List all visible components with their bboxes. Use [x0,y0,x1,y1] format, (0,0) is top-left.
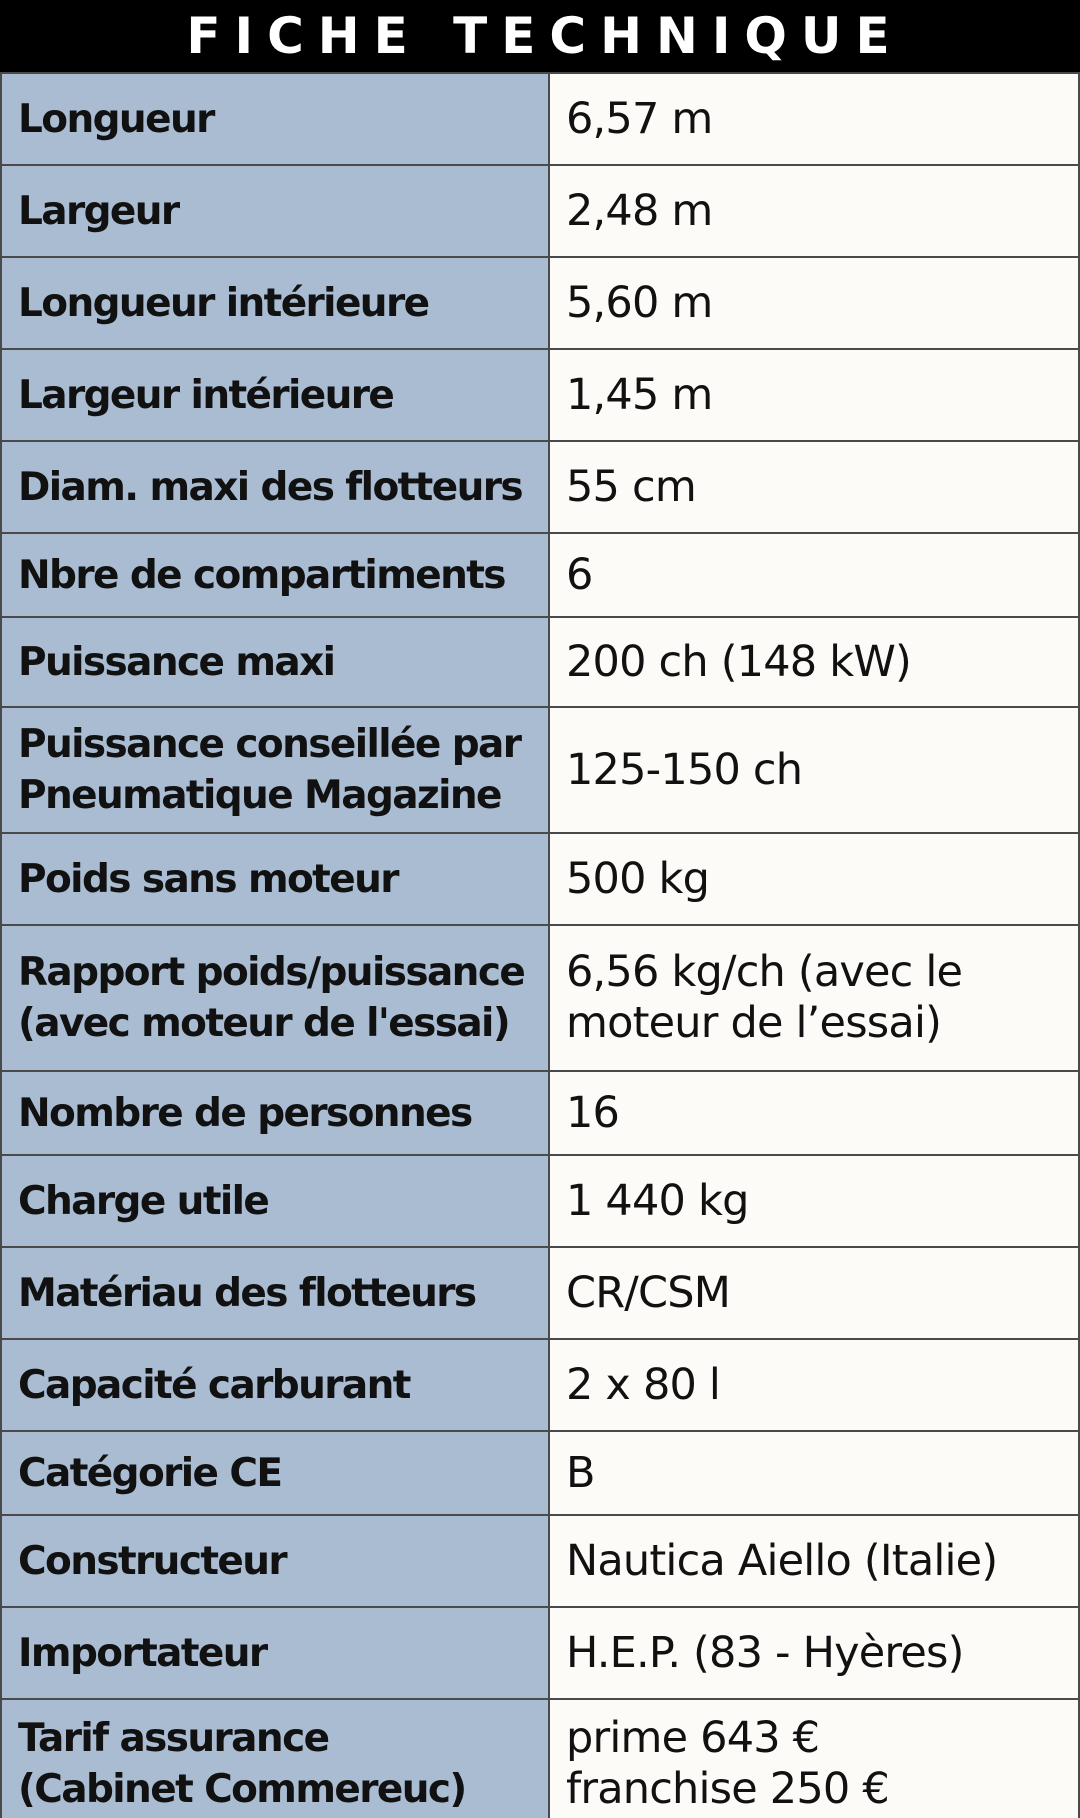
spec-label: Constructeur [1,1515,549,1607]
spec-value: 500 kg [549,833,1079,925]
table-row [1,73,1079,165]
table-row [1,1247,1079,1339]
table-row [1,257,1079,349]
spec-value: 1 440 kg [549,1155,1079,1247]
spec-label: Nombre de personnes [1,1071,549,1155]
spec-value: 2 x 80 l [549,1339,1079,1431]
spec-value: prime 643 € franchise 250 € [549,1699,1079,1818]
table-row [1,441,1079,533]
spec-value: 125-150 ch [549,707,1079,833]
spec-value: 2,48 m [549,165,1079,257]
spec-label: Tarif assurance (Cabinet Commereuc) [1,1699,549,1818]
spec-label: Nbre de compartiments [1,533,549,617]
spec-value: 6,56 kg/ch (avec le moteur de l’essai) [549,925,1079,1071]
page-title: FICHE TECHNIQUE [0,0,1080,72]
spec-table [0,72,1080,1818]
table-row [1,1431,1079,1515]
spec-label: Catégorie CE [1,1431,549,1515]
spec-label: Longueur [1,73,549,165]
spec-label: Puissance conseillée par Pneumatique Magazine [1,707,549,833]
table-row [1,833,1079,925]
spec-label: Importateur [1,1607,549,1699]
table-row [1,1339,1079,1431]
spec-value: 6,57 m [549,73,1079,165]
spec-value: B [549,1431,1079,1515]
table-row [1,165,1079,257]
table-row [1,1607,1079,1699]
table-row [1,349,1079,441]
table-row [1,925,1079,1071]
table-row [1,1155,1079,1247]
table-row [1,1699,1079,1818]
spec-label: Largeur intérieure [1,349,549,441]
spec-label: Largeur [1,165,549,257]
spec-value: 55 cm [549,441,1079,533]
spec-label: Charge utile [1,1155,549,1247]
spec-label: Matériau des flotteurs [1,1247,549,1339]
spec-value: H.E.P. (83 - Hyères) [549,1607,1079,1699]
spec-label: Capacité carburant [1,1339,549,1431]
spec-value: CR/CSM [549,1247,1079,1339]
spec-value: Nautica Aiello (Italie) [549,1515,1079,1607]
spec-label: Rapport poids/puissance (avec moteur de l'essai) [1,925,549,1071]
spec-label: Diam. maxi des flotteurs [1,441,549,533]
table-row [1,1071,1079,1155]
table-row [1,617,1079,707]
spec-value: 1,45 m [549,349,1079,441]
spec-value: 16 [549,1071,1079,1155]
spec-value: 6 [549,533,1079,617]
spec-value: 200 ch (148 kW) [549,617,1079,707]
spec-label: Longueur intérieure [1,257,549,349]
table-row [1,707,1079,833]
spec-label: Puissance maxi [1,617,549,707]
table-row [1,533,1079,617]
spec-label: Poids sans moteur [1,833,549,925]
spec-value: 5,60 m [549,257,1079,349]
table-row [1,1515,1079,1607]
